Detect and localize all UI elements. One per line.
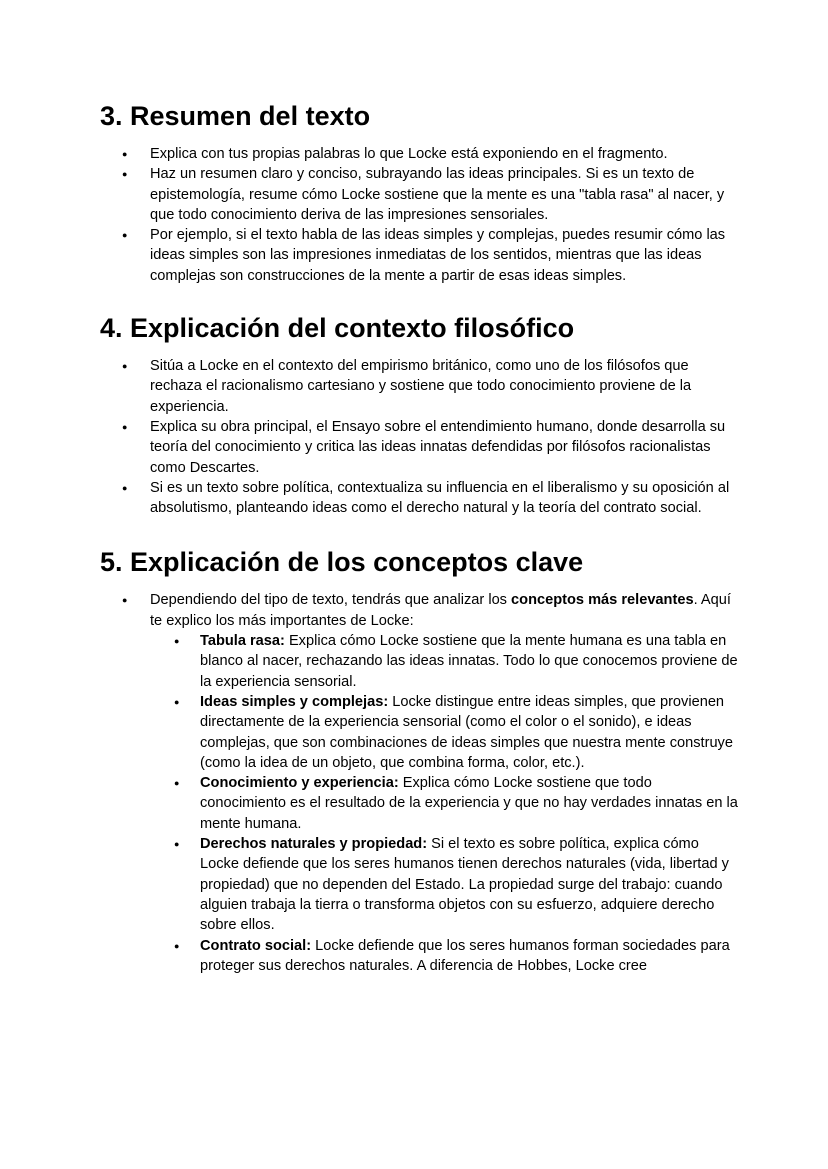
concept-text: Si el texto es sobre política, explica cómo Locke defiende que los seres humanos tienen derechos naturales (vida, libertad y propiedad) que no dependen del Estado. La propiedad surge del trabajo: cuando alguien trabaja la tierra o transforma objetos con su esfuerzo, adquiere derecho sobre ellos. xyxy=(200,836,729,934)
intro-bold: conceptos más relevantes xyxy=(511,592,694,609)
bullet-list xyxy=(100,144,740,286)
section-heading: 4. Explicación del contexto filosófico xyxy=(100,313,575,344)
concept-term: Tabula rasa: xyxy=(200,633,285,650)
concept-item xyxy=(150,936,740,977)
section-resumen xyxy=(100,96,740,286)
concept-term: Ideas simples y complejas: xyxy=(200,693,389,710)
concept-term: Derechos naturales y propiedad: xyxy=(200,836,428,853)
concept-term: Conocimiento y experiencia: xyxy=(200,775,399,792)
intro-text-after: . Aquí te explico los más importantes de Locke: xyxy=(150,592,731,629)
section-conceptos xyxy=(100,542,740,976)
list-item: ● Explica con tus propias palabras lo que Locke está exponiendo en el fragmento. xyxy=(100,144,740,164)
list-item: ● Si es un texto sobre política, contextualiza su influencia en el liberalismo y su oposición al absolutismo, planteando ideas como el derecho natural y la teoría del contrato social. xyxy=(100,478,740,519)
concept-list xyxy=(150,631,740,976)
document-page xyxy=(100,96,740,1000)
list-item: ● Por ejemplo, si el texto habla de las ideas simples y complejas, puedes resumir cómo las ideas simples son las impresiones inmediatas de los sentidos, mientras que las ideas complejas son construcciones de la mente a partir de esas ideas simples. xyxy=(100,225,740,286)
concept-item xyxy=(150,773,740,834)
bullet-list xyxy=(100,590,740,976)
concept-item xyxy=(150,692,740,773)
concept-term: Contrato social: xyxy=(200,937,312,954)
concept-item xyxy=(150,631,740,692)
intro-text: Dependiendo del tipo de texto, tendrás que analizar los xyxy=(150,592,512,609)
concept-item xyxy=(150,834,740,935)
list-item: ● Explica su obra principal, el Ensayo sobre el entendimiento humano, donde desarrolla su teoría del conocimiento y critica las ideas innatas defendidas por filósofos racionalistas como Descartes. xyxy=(100,417,740,478)
concept-text: Locke distingue entre ideas simples, que provienen directamente de la experiencia sensorial (como el color o el sonido), e ideas complejas, que son combinaciones de ideas simples que nuestra mente construye (como la idea de un objeto, que combina forma, color, etc.). xyxy=(200,693,733,771)
section-heading: 3. Resumen del texto xyxy=(100,101,371,131)
list-item: ● Sitúa a Locke en el contexto del empirismo británico, como uno de los filósofos que rechaza el racionalismo cartesiano y sostiene que todo conocimiento proviene de la experiencia. xyxy=(100,356,740,417)
concept-text: Explica cómo Locke sostiene que la mente humana es una tabla en blanco al nacer, rechazando las ideas innatas. Todo lo que conocemos proviene de la experiencia sensorial. xyxy=(200,633,738,690)
bullet-list xyxy=(100,356,740,518)
concept-text: Explica cómo Locke sostiene que todo conocimiento es el resultado de la experiencia y que no hay verdades innatas en la mente humana. xyxy=(200,775,738,832)
list-item: ● Haz un resumen claro y conciso, subrayando las ideas principales. Si es un texto de epistemología, resume cómo Locke sostiene que la mente es una "tabla rasa" al nacer, y que todo conocimiento deriva de las impresiones sensoriales. xyxy=(100,164,740,225)
concept-text: Locke defiende que los seres humanos forman sociedades para proteger sus derechos naturales. A diferencia de Hobbes, Locke cree xyxy=(200,937,730,974)
section-heading: 5. Explicación de los conceptos clave xyxy=(100,547,584,578)
list-item xyxy=(100,590,740,976)
section-contexto xyxy=(100,308,740,518)
